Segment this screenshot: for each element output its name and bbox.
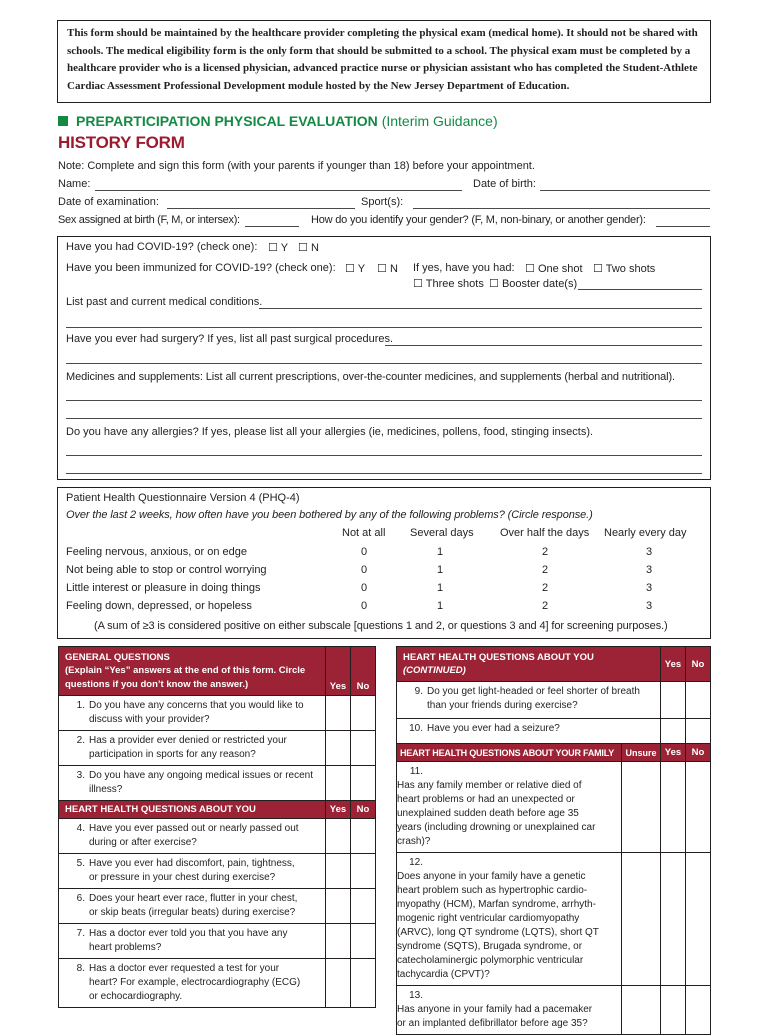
question-13 xyxy=(397,986,622,1035)
phq4-footnote: (A sum of ≥3 is considered positive on either subscale [questions 1 and 2, or questions 3 and 4] for screening purposes.) xyxy=(94,620,668,632)
question-2 xyxy=(59,731,326,766)
question-text: Has a doctor ever requested a test for your xyxy=(89,963,280,974)
instructions-note: Note: Complete and sign this form (with your parents if younger than 18) before your appointment. xyxy=(58,160,535,172)
question-number: 2. xyxy=(76,735,85,746)
question-text: heart problems? xyxy=(89,942,162,953)
phq4-score[interactable]: 2 xyxy=(541,564,549,576)
question-row xyxy=(59,731,376,766)
heart-health-header xyxy=(59,801,376,819)
question-number: 8. xyxy=(76,963,85,974)
yes-answer-cell[interactable] xyxy=(326,766,351,801)
question-text: participation in sports for any reason? xyxy=(89,749,256,760)
notice-line: This form should be maintained by the healthcare provider completing the physical exam (medical home). It should not be shared with xyxy=(67,27,698,39)
question-text: heart problems or had an unexpected or xyxy=(397,794,575,805)
phq4-row-label: Little interest or pleasure in doing things xyxy=(66,582,261,594)
allergies-field-line-1[interactable] xyxy=(66,455,702,456)
question-text: or an implanted defibrillator before age 35? xyxy=(397,1018,588,1029)
question-row xyxy=(397,986,711,1035)
question-text: Do you have any concerns that you would like to xyxy=(89,700,304,711)
booster-checkbox[interactable] xyxy=(489,277,577,290)
general-header-line: questions if you don’t know the answer.) xyxy=(65,678,249,690)
two-shots-label: Two shots xyxy=(605,263,656,275)
phq4-col-nearly-every-day: Nearly every day xyxy=(604,527,687,539)
question-row xyxy=(59,696,376,731)
yes-column-header: Yes xyxy=(661,744,686,762)
question-text: catecholaminergic polymorphic ventricular xyxy=(397,955,584,966)
medicines-question: Medicines and supplements: List all current prescriptions, over-the-counter medicines, and supplements (herbal and nutritional). xyxy=(66,371,676,383)
allergies-question: Do you have any allergies? If yes, please list all your allergies (ie, medicines, pollens, food, stinging insects). xyxy=(66,426,594,438)
question-text: than your friends during exercise? xyxy=(427,700,578,711)
question-row xyxy=(397,853,711,986)
question-10 xyxy=(397,719,661,744)
phq4-score[interactable]: 0 xyxy=(360,564,368,576)
question-text: myopathy (HCM), Marfan syndrome, arrhyth- xyxy=(397,899,596,910)
no-column-header: No xyxy=(686,744,711,762)
booster-date-field[interactable] xyxy=(578,289,702,290)
question-text: or pressure in your chest during exercise? xyxy=(89,872,276,883)
question-row xyxy=(397,719,711,744)
phq4-score[interactable]: 3 xyxy=(645,600,653,612)
conditions-field-line-2[interactable] xyxy=(66,327,702,328)
unsure-answer-cell[interactable] xyxy=(622,853,661,986)
gender-field[interactable] xyxy=(656,226,710,227)
yes-column-header: Yes xyxy=(661,647,686,682)
question-text: heart problem such as hypertrophic cardio- xyxy=(397,885,588,896)
question-12 xyxy=(397,853,622,986)
phq4-row xyxy=(66,543,696,561)
question-text: syndrome (SQTS), Brugada syndrome, or xyxy=(397,941,583,952)
booster-label: Booster date(s) xyxy=(501,278,578,290)
yes-answer-cell[interactable] xyxy=(326,696,351,731)
question-11 xyxy=(397,762,622,853)
covid-had-yes-checkbox[interactable] xyxy=(268,241,288,254)
general-header-text xyxy=(59,647,326,696)
surgery-field[interactable] xyxy=(385,345,702,346)
question-number: 10. xyxy=(409,723,423,734)
question-6 xyxy=(59,889,326,924)
if-yes-label: If yes, have you had: xyxy=(413,262,515,274)
question-3 xyxy=(59,766,326,801)
three-shots-checkbox[interactable] xyxy=(413,277,484,290)
no-answer-cell[interactable] xyxy=(351,959,376,1008)
question-number: 4. xyxy=(76,823,85,834)
question-row xyxy=(59,924,376,959)
history-form-heading: HISTORY FORM xyxy=(58,133,185,152)
phq4-score[interactable]: 1 xyxy=(436,582,444,594)
no-column-header: No xyxy=(351,647,376,696)
covid-immunized-question: Have you been immunized for COVID-19? (check one): xyxy=(66,262,336,274)
question-number: 5. xyxy=(76,858,85,869)
form-title xyxy=(58,113,498,129)
question-number: 7. xyxy=(76,928,85,939)
phq4-row xyxy=(66,597,696,615)
title-subtitle: (Interim Guidance) xyxy=(381,113,498,129)
question-text: Have you ever passed out or nearly passed out xyxy=(89,823,299,834)
general-header-line: GENERAL QUESTIONS xyxy=(65,651,170,663)
no-answer-cell[interactable] xyxy=(686,762,711,853)
no-answer-cell[interactable] xyxy=(686,853,711,986)
question-text: crash)? xyxy=(397,836,431,847)
phq4-table xyxy=(66,543,696,615)
yes-label: Y xyxy=(280,242,289,254)
phq4-score[interactable]: 3 xyxy=(645,564,653,576)
yes-answer-cell[interactable] xyxy=(326,924,351,959)
checkbox-icon: ☐ xyxy=(593,263,603,275)
question-text: Do you have any ongoing medical issues or recent xyxy=(89,770,314,781)
phq4-score[interactable]: 1 xyxy=(436,600,444,612)
question-number: 1. xyxy=(76,700,85,711)
medicines-field-line-2[interactable] xyxy=(66,418,702,419)
question-row xyxy=(59,959,376,1008)
no-column-header: No xyxy=(351,801,376,819)
yes-answer-cell[interactable] xyxy=(326,731,351,766)
question-text: Has a provider ever denied or restricted your xyxy=(89,735,287,746)
phq4-col-over-half: Over half the days xyxy=(500,527,590,539)
phq4-score[interactable]: 2 xyxy=(541,582,549,594)
question-text: illness? xyxy=(89,784,123,795)
dob-field[interactable] xyxy=(540,190,710,191)
question-1 xyxy=(59,696,326,731)
question-text: Has anyone in your family had a pacemaker xyxy=(397,1004,593,1015)
no-label: N xyxy=(389,263,398,275)
question-row xyxy=(397,762,711,853)
question-number: 11. xyxy=(409,766,423,777)
yes-column-header: Yes xyxy=(326,801,351,819)
no-answer-cell[interactable] xyxy=(351,854,376,889)
no-answer-cell[interactable] xyxy=(351,766,376,801)
question-text: tachycardia (CPVT)? xyxy=(397,969,490,980)
question-number: 13. xyxy=(409,990,423,1001)
conditions-question: List past and current medical conditions. xyxy=(66,296,263,308)
question-text: unexplained sudden death before age 35 xyxy=(397,808,579,819)
phq4-score[interactable]: 0 xyxy=(360,582,368,594)
heart-header-text: HEART HEALTH QUESTIONS ABOUT YOU xyxy=(59,801,326,819)
no-answer-cell[interactable] xyxy=(351,819,376,854)
no-answer-cell[interactable] xyxy=(351,924,376,959)
covid-imm-no-checkbox[interactable] xyxy=(377,262,398,275)
green-square-icon xyxy=(58,116,68,126)
yes-answer-cell[interactable] xyxy=(661,853,686,986)
yes-answer-cell[interactable] xyxy=(661,986,686,1035)
one-shot-checkbox[interactable] xyxy=(525,262,583,275)
phq4-col-not-at-all: Not at all xyxy=(342,527,386,539)
name-field[interactable] xyxy=(95,190,462,191)
question-number: 9. xyxy=(414,686,423,697)
yes-answer-cell[interactable] xyxy=(326,854,351,889)
question-text: (ARVC), long QT syndrome (LQTS), short QT xyxy=(397,927,599,938)
yes-answer-cell[interactable] xyxy=(661,762,686,853)
question-text: Does anyone in your family have a genetic xyxy=(397,871,586,882)
header-line: HEART HEALTH QUESTIONS ABOUT YOU xyxy=(403,651,594,663)
question-row xyxy=(59,766,376,801)
sports-label: Sport(s): xyxy=(361,196,404,208)
no-answer-cell[interactable] xyxy=(351,889,376,924)
checkbox-icon: ☐ xyxy=(525,263,535,275)
conditions-field[interactable] xyxy=(259,308,702,309)
no-label: N xyxy=(310,242,319,254)
question-text: mogenic right ventricular cardiomyopathy xyxy=(397,913,580,924)
sports-field[interactable] xyxy=(413,208,710,209)
question-text: discuss with your provider? xyxy=(89,714,210,725)
yes-answer-cell[interactable] xyxy=(326,819,351,854)
question-text: Has a doctor ever told you that you have any xyxy=(89,928,288,939)
phq4-score[interactable]: 1 xyxy=(436,546,444,558)
no-answer-cell[interactable] xyxy=(351,731,376,766)
dob-label: Date of birth: xyxy=(473,178,536,190)
yes-answer-cell[interactable] xyxy=(326,959,351,1008)
phq4-score[interactable]: 1 xyxy=(436,564,444,576)
notice-line: Cardiac Assessment Professional Development module hosted by the New Jersey Department of Education. xyxy=(67,79,570,92)
two-shots-checkbox[interactable] xyxy=(593,262,655,275)
question-number: 6. xyxy=(76,893,85,904)
heart-continued-header xyxy=(397,647,711,682)
family-heart-header xyxy=(397,744,711,762)
phq4-row-label: Not being able to stop or control worrying xyxy=(66,564,267,576)
general-header-line: (Explain “Yes” answers at the end of this form. Circle xyxy=(65,665,306,677)
checkbox-icon: ☐ xyxy=(298,242,308,254)
yes-column-header: Yes xyxy=(326,647,351,696)
phq4-score[interactable]: 0 xyxy=(360,600,368,612)
phq4-prompt: Over the last 2 weeks, how often have you been bothered by any of the following problems? (Circle response.) xyxy=(66,509,593,521)
question-text: during or after exercise? xyxy=(89,837,197,848)
question-8 xyxy=(59,959,326,1008)
question-text: Does your heart ever race, flutter in your chest, xyxy=(89,893,298,904)
question-text: Have you ever had a seizure? xyxy=(427,723,560,734)
question-7 xyxy=(59,924,326,959)
question-text: heart? For example, electrocardiography (ECG) xyxy=(89,977,301,988)
yes-answer-cell[interactable] xyxy=(661,719,686,744)
one-shot-label: One shot xyxy=(537,263,583,275)
phq4-score[interactable]: 2 xyxy=(541,600,549,612)
question-text: or echocardiography. xyxy=(89,991,183,1002)
general-questions-header xyxy=(59,647,376,696)
question-4 xyxy=(59,819,326,854)
phq4-title: Patient Health Questionnaire Version 4 (PHQ-4) xyxy=(66,492,300,504)
phq4-score[interactable]: 2 xyxy=(541,546,549,558)
notice-line: healthcare provider who is a licensed physician, advanced practice nurse or physician assistant who has completed the Student-Athlete xyxy=(67,62,698,74)
question-5 xyxy=(59,854,326,889)
unsure-answer-cell[interactable] xyxy=(622,762,661,853)
checkbox-icon: ☐ xyxy=(345,263,355,275)
family-header-text: HEART HEALTH QUESTIONS ABOUT YOUR FAMILY xyxy=(397,744,622,762)
name-label: Name: xyxy=(58,178,91,190)
phq4-row xyxy=(66,561,696,579)
no-answer-cell[interactable] xyxy=(351,696,376,731)
heart-continued-header-text xyxy=(397,647,661,682)
phq4-score[interactable]: 3 xyxy=(645,546,653,558)
covid-imm-yes-checkbox[interactable] xyxy=(345,262,365,275)
medicines-field-line-1[interactable] xyxy=(66,400,702,401)
exam-date-label: Date of examination: xyxy=(58,196,159,208)
unsure-column-header: Unsure xyxy=(622,744,661,762)
heart-health-continued-table xyxy=(396,646,711,1035)
exam-date-field[interactable] xyxy=(167,208,355,209)
title-text: PREPARTICIPATION PHYSICAL EVALUATION xyxy=(76,113,378,129)
provider-notice xyxy=(57,20,711,103)
question-number: 3. xyxy=(76,770,85,781)
yes-label: Y xyxy=(357,263,366,275)
no-answer-cell[interactable] xyxy=(686,986,711,1035)
phq4-row-label: Feeling nervous, anxious, or on edge xyxy=(66,546,248,558)
no-answer-cell[interactable] xyxy=(686,719,711,744)
checkbox-icon: ☐ xyxy=(489,278,499,290)
phq4-col-several-days: Several days xyxy=(410,527,474,539)
general-questions-table xyxy=(58,646,376,1008)
sex-label: Sex assigned at birth (F, M, or intersex): xyxy=(58,214,240,226)
three-shots-label: Three shots xyxy=(425,278,484,290)
question-number: 12. xyxy=(409,857,423,868)
question-text: Do you get light-headed or feel shorter of breath xyxy=(427,686,640,697)
phq4-row xyxy=(66,579,696,597)
phq4-row-label: Feeling down, depressed, or hopeless xyxy=(66,600,252,612)
question-9 xyxy=(397,682,661,719)
covid-had-question: Have you had COVID-19? (check one): xyxy=(66,241,258,253)
header-line: (CONTINUED) xyxy=(403,665,466,676)
unsure-answer-cell[interactable] xyxy=(622,986,661,1035)
checkbox-icon: ☐ xyxy=(268,242,278,254)
question-row xyxy=(397,682,711,719)
phq4-score[interactable]: 3 xyxy=(645,582,653,594)
surgery-field-line-2[interactable] xyxy=(66,363,702,364)
no-column-header: No xyxy=(686,647,711,682)
question-text: or skip beats (irregular beats) during exercise? xyxy=(89,907,296,918)
phq4-score[interactable]: 0 xyxy=(360,546,368,558)
question-row xyxy=(59,889,376,924)
notice-line: schools. The medical eligibility form is the only form that should be submitted to a school. The physical exam must be completed by a xyxy=(67,44,691,57)
question-row xyxy=(59,819,376,854)
question-row xyxy=(59,854,376,889)
surgery-question: Have you ever had surgery? If yes, list all past surgical procedures. xyxy=(66,333,394,345)
allergies-field-line-2[interactable] xyxy=(66,473,702,474)
question-text: Have you ever had discomfort, pain, tightness, xyxy=(89,858,295,869)
gender-label: How do you identify your gender? (F, M, non-binary, or another gender): xyxy=(311,214,646,226)
checkbox-icon: ☐ xyxy=(377,263,387,275)
question-text: Has any family member or relative died of xyxy=(397,780,582,791)
yes-answer-cell[interactable] xyxy=(661,682,686,719)
question-text: years (including drowning or unexplained car xyxy=(397,822,596,833)
yes-answer-cell[interactable] xyxy=(326,889,351,924)
checkbox-icon: ☐ xyxy=(413,278,423,290)
sex-field[interactable] xyxy=(245,226,299,227)
no-answer-cell[interactable] xyxy=(686,682,711,719)
covid-had-no-checkbox[interactable] xyxy=(298,241,319,254)
